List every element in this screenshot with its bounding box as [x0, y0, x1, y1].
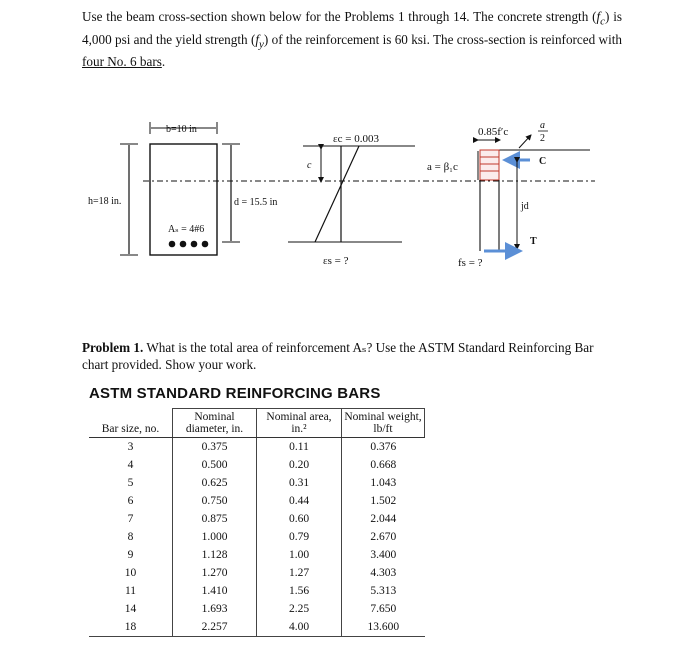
es-label: εs = ?: [323, 255, 349, 267]
c-label: c: [307, 160, 312, 171]
strain-profile: [315, 146, 359, 242]
cell-diameter: 0.625: [173, 474, 257, 492]
as-label: Aₛ = 4#6: [168, 224, 205, 235]
table-title: ASTM STANDARD REINFORCING BARS: [89, 385, 381, 402]
cell-area: 1.56: [257, 582, 342, 600]
cell-area: 1.27: [257, 564, 342, 582]
cell-area: 2.25: [257, 600, 342, 618]
cell-weight: 4.303: [370, 567, 397, 579]
T-label: T: [530, 236, 537, 247]
header-weight: Nominal weight, lb/ft: [342, 409, 425, 438]
cell-diameter: 1.000: [173, 528, 257, 546]
table-row: [89, 456, 425, 474]
cell-area: 4.00: [257, 618, 342, 637]
table-header-row: [89, 409, 425, 438]
cell-weight: 1.502: [370, 495, 397, 507]
cell-diameter: 1.693: [173, 600, 257, 618]
cell-weight: 3.400: [370, 549, 397, 561]
cell-bar-size: 14: [89, 600, 173, 618]
beam-section-rect: [150, 144, 217, 255]
header-diameter: Nominal diameter, in.: [173, 409, 257, 438]
cell-diameter: 2.257: [173, 618, 257, 637]
table-row: [89, 492, 425, 510]
cell-bar-size: 6: [89, 492, 173, 510]
cell-diameter: 0.375: [173, 438, 257, 457]
a-frac-num: a: [540, 120, 545, 131]
intro-text-1: Use the beam cross-section shown below for the Problems 1 through 14. The concrete strength (: [82, 9, 597, 24]
cell-area: 0.31: [257, 474, 342, 492]
ec-label: εc = 0.003: [333, 133, 379, 145]
h-label: h=18 in.: [88, 196, 122, 207]
problem-1: [82, 339, 622, 373]
cell-weight: 5.313: [370, 585, 397, 597]
cell-bar-size: 10: [89, 564, 173, 582]
intro-text-2: ) is 4,000 psi and the yield strength (: [82, 9, 623, 47]
table-row: [89, 564, 425, 582]
table-row: [89, 438, 425, 457]
rebar-1: [169, 241, 176, 248]
fs-label: fs = ?: [458, 257, 483, 269]
header-bar-size: Bar size, no.: [89, 409, 173, 438]
header-area: Nominal area, in.²: [257, 409, 342, 438]
table-row: [89, 474, 425, 492]
fy-symbol: f: [255, 31, 260, 47]
cell-area: 0.60: [257, 510, 342, 528]
fc-symbol: f: [596, 9, 601, 24]
cell-bar-size: 18: [89, 618, 173, 637]
table-row: [89, 600, 425, 618]
cell-bar-size: 8: [89, 528, 173, 546]
cell-bar-size: 7: [89, 510, 173, 528]
rebar-2: [180, 241, 187, 248]
cell-weight: 0.376: [370, 441, 397, 453]
cell-bar-size: 5: [89, 474, 173, 492]
cell-area: 0.11: [257, 438, 342, 457]
a-half-pointer: [519, 135, 531, 148]
fc-subscript: c: [600, 15, 606, 28]
a-equation-label: a = β₁c: [427, 161, 458, 173]
cell-weight: 2.044: [370, 513, 397, 525]
C-label: C: [539, 156, 547, 167]
cell-weight: 0.668: [370, 459, 397, 471]
intro-text-4: .: [161, 54, 166, 70]
cell-bar-size: 9: [89, 546, 173, 564]
jd-label: jd: [521, 201, 529, 212]
problem-1-text: What is the total area of reinforcement Aₛ? Use the ASTM Standard Reinforcing Bar chart provided. Show your work.: [82, 340, 594, 372]
table-row: [89, 618, 425, 637]
cell-area: 1.00: [257, 546, 342, 564]
cell-weight: 13.600: [342, 618, 425, 637]
table-row: [89, 582, 425, 600]
cell-weight: 1.043: [370, 477, 397, 489]
cell-diameter: 1.128: [173, 546, 257, 564]
cell-weight: 2.670: [370, 531, 397, 543]
cell-area: 0.44: [257, 492, 342, 510]
rebar-4: [202, 241, 209, 248]
cell-diameter: 1.270: [173, 564, 257, 582]
cell-weight: 7.650: [370, 603, 397, 615]
a-frac-den: 2: [540, 133, 545, 144]
bars-underlined: four No. 6 bars: [82, 54, 162, 70]
table-row: [89, 528, 425, 546]
stress-block: [480, 150, 499, 180]
table-row: [89, 510, 425, 528]
cell-area: 0.20: [257, 456, 342, 474]
table-row: [89, 546, 425, 564]
cell-bar-size: 3: [89, 438, 173, 457]
cell-area: 0.79: [257, 528, 342, 546]
reinforcing-bars-table: [89, 408, 425, 637]
cell-bar-size: 4: [89, 456, 173, 474]
fy-subscript: y: [259, 38, 264, 51]
rebar-3: [191, 241, 198, 248]
b-label: b=10 in: [166, 124, 197, 135]
intro-text-3: ) of the reinforcement is 60 ksi. The cross-section is reinforced with: [263, 31, 622, 47]
cell-diameter: 0.875: [173, 510, 257, 528]
cell-diameter: 1.410: [173, 582, 257, 600]
stress-block-label: 0.85f′c: [478, 126, 509, 138]
cell-diameter: 0.500: [173, 456, 257, 474]
d-label: d = 15.5 in: [234, 197, 278, 208]
cell-bar-size: 11: [89, 582, 173, 600]
problem-1-heading: Problem 1.: [82, 340, 144, 355]
cell-diameter: 0.750: [173, 492, 257, 510]
